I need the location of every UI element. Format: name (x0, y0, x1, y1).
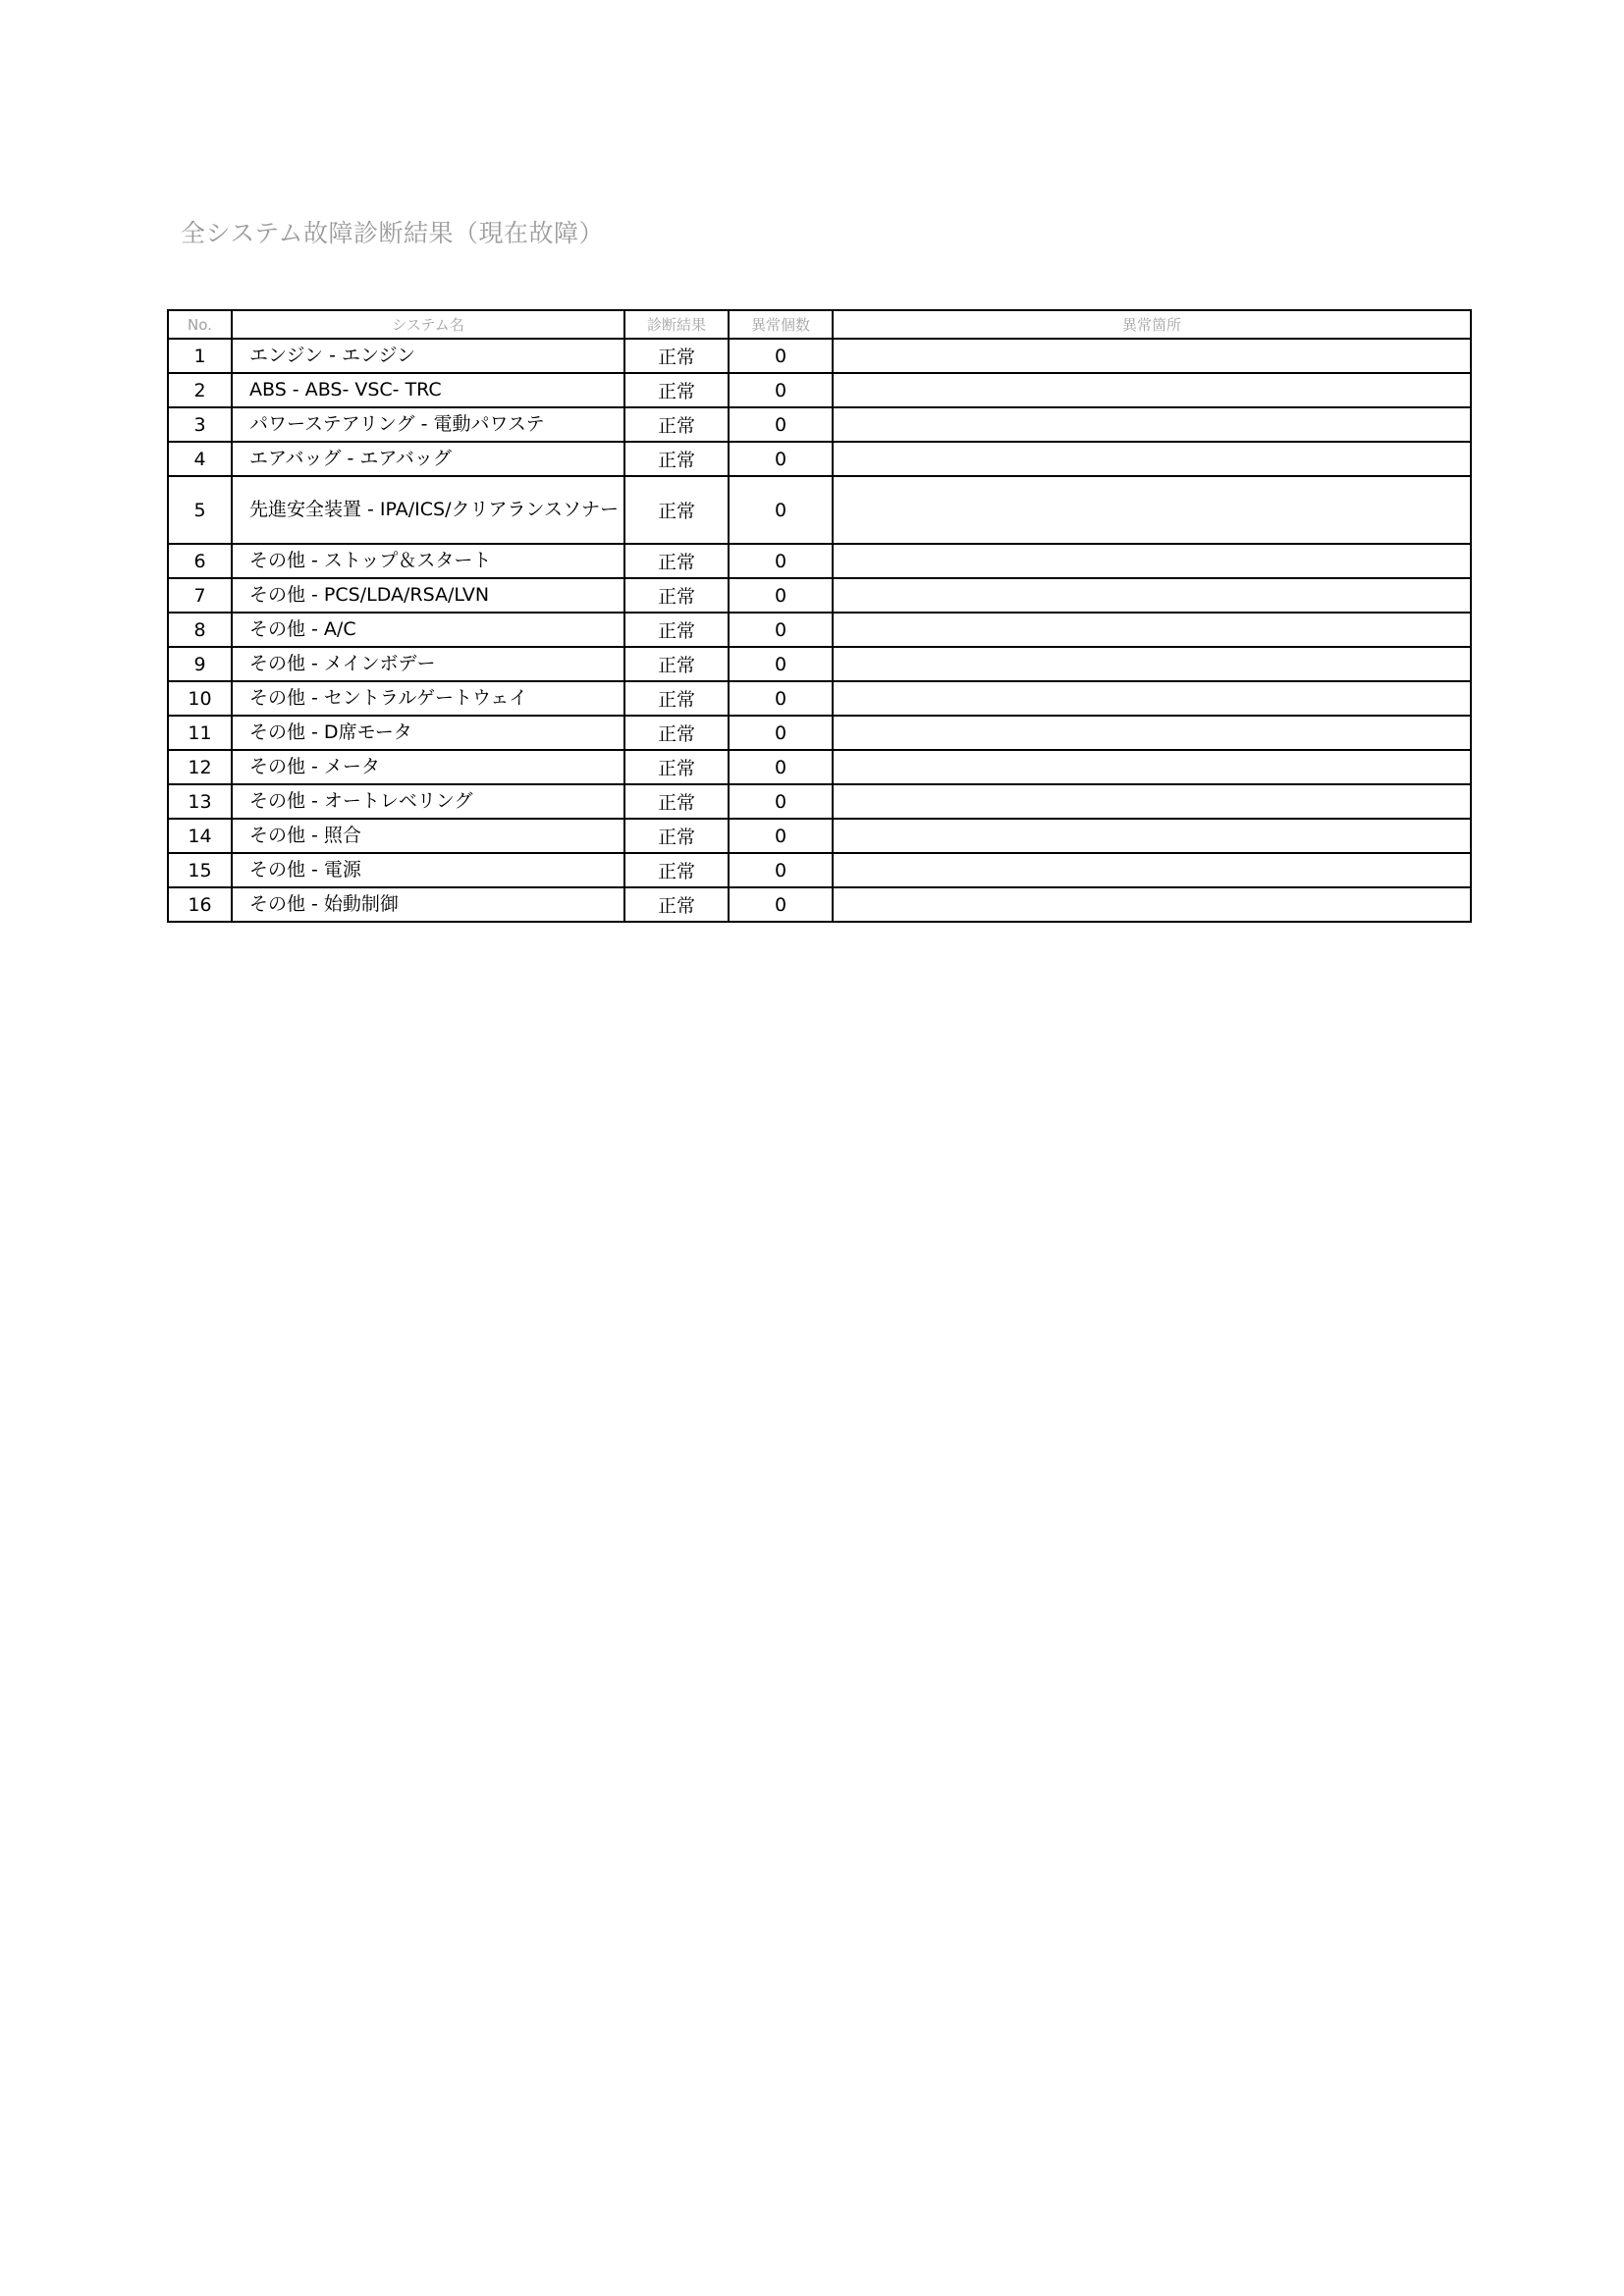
table-row (168, 819, 1471, 853)
cell-system-name: その他 - D席モータ (232, 716, 624, 750)
cell-no: 2 (168, 373, 232, 407)
cell-result: 正常 (624, 373, 729, 407)
cell-no: 16 (168, 887, 232, 922)
table-row (168, 784, 1471, 819)
cell-count: 0 (729, 681, 833, 716)
cell-no: 7 (168, 578, 232, 613)
cell-system-name: その他 - オートレベリング (232, 784, 624, 819)
cell-location (833, 544, 1471, 578)
table-row (168, 407, 1471, 442)
cell-result: 正常 (624, 578, 729, 613)
cell-system-name: エンジン - エンジン (232, 339, 624, 373)
header-result: 診断結果 (624, 310, 729, 339)
cell-no: 10 (168, 681, 232, 716)
cell-system-name: その他 - PCS/LDA/RSA/LVN (232, 578, 624, 613)
cell-count: 0 (729, 442, 833, 476)
cell-location (833, 750, 1471, 784)
table-row (168, 476, 1471, 544)
cell-no: 3 (168, 407, 232, 442)
cell-system-name: その他 - メインボデー (232, 647, 624, 681)
cell-location (833, 613, 1471, 647)
table-row (168, 853, 1471, 887)
table-row (168, 373, 1471, 407)
cell-no: 1 (168, 339, 232, 373)
header-location: 異常箇所 (833, 310, 1471, 339)
cell-count: 0 (729, 407, 833, 442)
cell-count: 0 (729, 716, 833, 750)
table-row (168, 339, 1471, 373)
cell-system-name: 先進安全装置 - IPA/ICS/クリアランスソナー (232, 476, 624, 544)
cell-no: 14 (168, 819, 232, 853)
cell-location (833, 442, 1471, 476)
table-row (168, 544, 1471, 578)
table-row (168, 442, 1471, 476)
cell-result: 正常 (624, 681, 729, 716)
cell-result: 正常 (624, 647, 729, 681)
cell-count: 0 (729, 750, 833, 784)
cell-location (833, 716, 1471, 750)
cell-count: 0 (729, 784, 833, 819)
cell-result: 正常 (624, 613, 729, 647)
cell-result: 正常 (624, 750, 729, 784)
cell-result: 正常 (624, 442, 729, 476)
page-title: 全システム故障診断結果（現在故障） (181, 219, 605, 247)
cell-location (833, 407, 1471, 442)
cell-count: 0 (729, 853, 833, 887)
table-row (168, 750, 1471, 784)
cell-count: 0 (729, 476, 833, 544)
header-system-name: システム名 (232, 310, 624, 339)
cell-count: 0 (729, 819, 833, 853)
table-row (168, 681, 1471, 716)
cell-system-name: その他 - A/C (232, 613, 624, 647)
header-count: 異常個数 (729, 310, 833, 339)
cell-result: 正常 (624, 819, 729, 853)
cell-count: 0 (729, 887, 833, 922)
cell-count: 0 (729, 578, 833, 613)
cell-location (833, 853, 1471, 887)
cell-result: 正常 (624, 544, 729, 578)
header-no: No. (168, 310, 232, 339)
cell-system-name: その他 - 照合 (232, 819, 624, 853)
cell-system-name: その他 - 始動制御 (232, 887, 624, 922)
cell-location (833, 578, 1471, 613)
cell-count: 0 (729, 373, 833, 407)
cell-result: 正常 (624, 407, 729, 442)
cell-location (833, 339, 1471, 373)
cell-no: 12 (168, 750, 232, 784)
cell-result: 正常 (624, 887, 729, 922)
cell-system-name: その他 - ストップ＆スタート (232, 544, 624, 578)
cell-count: 0 (729, 544, 833, 578)
cell-no: 4 (168, 442, 232, 476)
cell-result: 正常 (624, 476, 729, 544)
table-row (168, 578, 1471, 613)
table-row (168, 887, 1471, 922)
cell-system-name: パワーステアリング - 電動パワステ (232, 407, 624, 442)
table-row (168, 716, 1471, 750)
cell-location (833, 373, 1471, 407)
cell-location (833, 681, 1471, 716)
cell-location (833, 784, 1471, 819)
cell-result: 正常 (624, 339, 729, 373)
cell-system-name: エアバッグ - エアバッグ (232, 442, 624, 476)
cell-no: 13 (168, 784, 232, 819)
cell-count: 0 (729, 613, 833, 647)
cell-count: 0 (729, 339, 833, 373)
cell-count: 0 (729, 647, 833, 681)
cell-system-name: その他 - セントラルゲートウェイ (232, 681, 624, 716)
cell-no: 6 (168, 544, 232, 578)
cell-no: 8 (168, 613, 232, 647)
cell-result: 正常 (624, 784, 729, 819)
cell-result: 正常 (624, 716, 729, 750)
cell-system-name: ABS - ABS- VSC- TRC (232, 373, 624, 407)
diagnosis-results-table (167, 309, 1472, 923)
cell-location (833, 819, 1471, 853)
table-row (168, 647, 1471, 681)
cell-no: 11 (168, 716, 232, 750)
cell-no: 5 (168, 476, 232, 544)
cell-location (833, 647, 1471, 681)
cell-result: 正常 (624, 853, 729, 887)
table-row (168, 613, 1471, 647)
cell-no: 9 (168, 647, 232, 681)
table-header-row (168, 310, 1471, 339)
cell-system-name: その他 - 電源 (232, 853, 624, 887)
cell-no: 15 (168, 853, 232, 887)
cell-location (833, 887, 1471, 922)
cell-system-name: その他 - メータ (232, 750, 624, 784)
cell-location (833, 476, 1471, 544)
